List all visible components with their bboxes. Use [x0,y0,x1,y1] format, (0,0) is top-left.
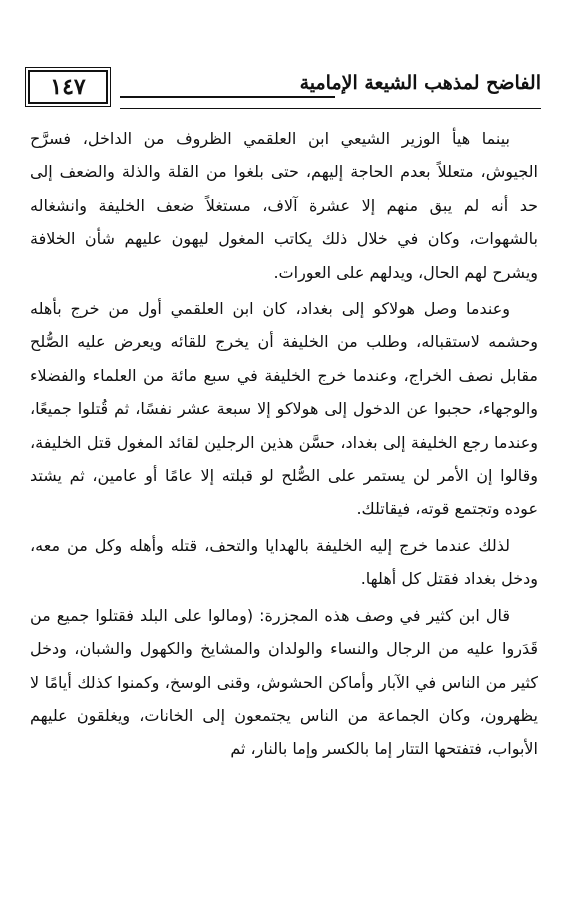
header-divider [120,108,541,109]
paragraph: بينما هيأ الوزير الشيعي ابن العلقمي الظروف من الداخل، فسرَّح الجيوش، متعللاً بعدم الحاجة إليهم، حتى بلغوا من القلة والذلة والضعف إلى حد أنه لم يبق منهم إلا عشرة آلاف، مستغلاً ضعف الخليفة وانشغاله بالشهوات، وكان في خلال ذلك يكاتب المغول ليهون عليهم شأن الخلافة ويشرح لهم الحال، ويدلهم على العورات. [30,129,538,282]
paragraph: قال ابن كثير في وصف هذه المجزرة: (ومالوا على البلد فقتلوا جميع من قَدَروا عليه من الرجال والنساء والولدان والمشايخ والكهول والشبان، ودخل كثير من الناس في الآبار وأماكن الحشوش، وقنى الوسخ، وكمنوا كذلك أيامًا لا يظهرون، وكان الجماعة من الناس يجتمعون إلى الخانات، ويغلقون عليهم الأبواب، فتفتحها التتار إما بالكسر وإما بالنار، ثم [30,605,538,759]
paragraph: لذلك عندما خرج إليه الخليفة بالهدايا والتحف، قتله وأهله وكل من معه، ودخل بغداد فقتل كل أهلها. [30,535,538,589]
running-title: الفاضح لمذهب الشيعة الإمامية [299,72,541,94]
page-number: ١٤٧ [28,70,108,104]
body-text [30,122,538,769]
paragraph: وعندما وصل هولاكو إلى بغداد، كان ابن العلقمي أول من خرج بأهله وحشمه لاستقباله، وطلب من الخليفة أن يخرج للقائه ويعرض عليه الصُّلح مقابل نصف الخراج، وعندما خرج الخليفة في سبع مائة من العلماء والفضلاء والوجهاء، حجبوا عن الدخول إلى هولاكو إلا سبعة عشر نفسًا، ثم قُتلوا جميعًا، وعندما رجع الخليفة إلى بغداد، حسَّن هذين الرجلين لقائد المغول قتل الخليفة، وقالوا إن الأمر لن يستمر على الصُّلح لو قبلته إلا عامًا أو عامين، ثم يشتد عوده وتجتمع قوته، فيقاتلك. [30,299,538,519]
header-rule [120,96,335,98]
